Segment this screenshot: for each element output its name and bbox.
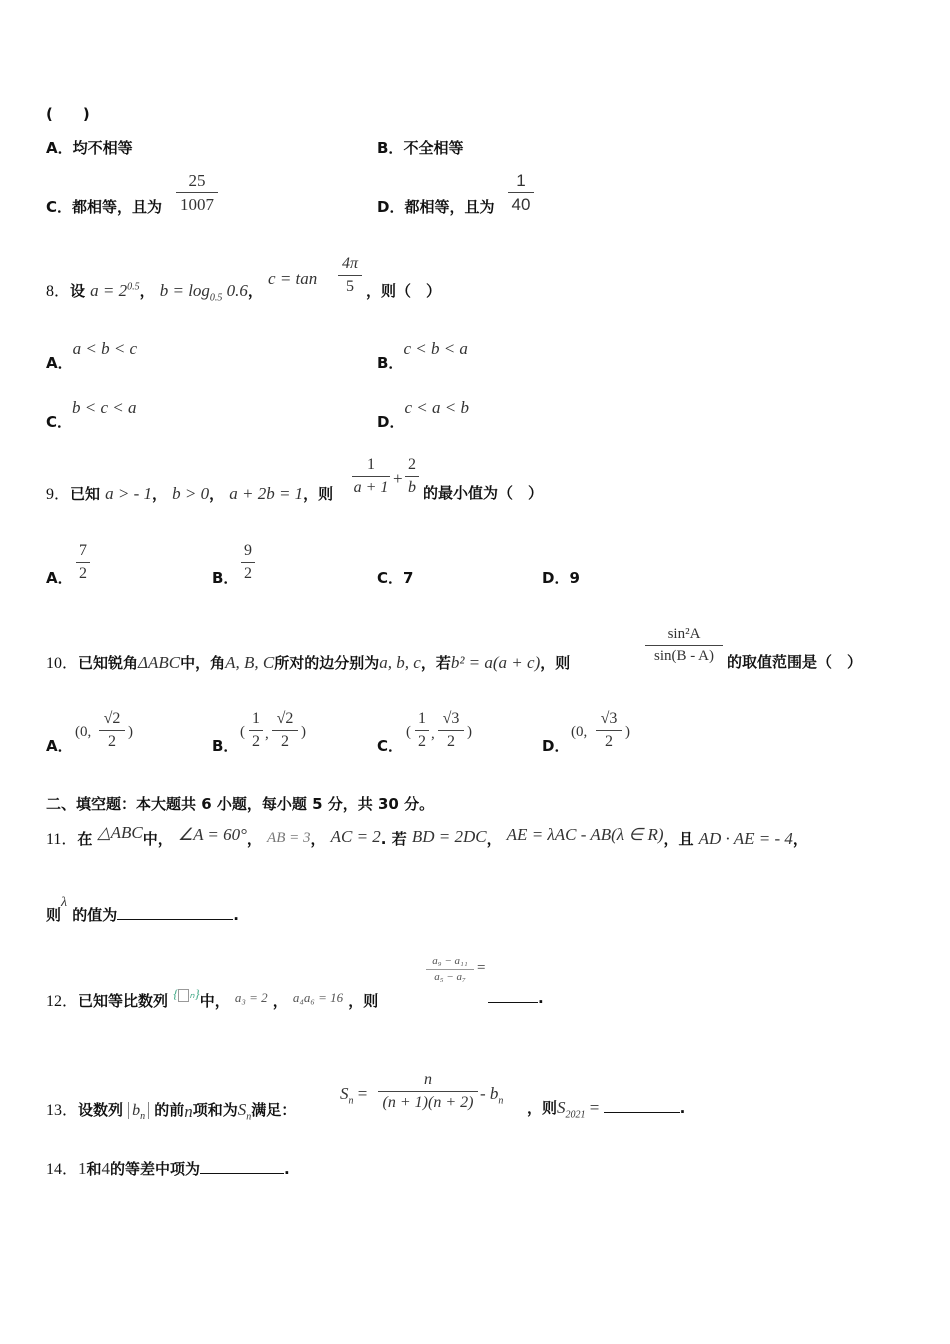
c-expression: c = tan [268, 269, 318, 288]
q10-b-fraction-2: √2 2 [272, 711, 298, 750]
a-expression: $a = 2^{0.5}$ [90, 281, 140, 300]
question-number: 13． [46, 1102, 79, 1119]
fraction-denominator: 1007 [180, 195, 214, 214]
q10-stem: 10．已知锐角ΔABC中，角A, B, C所对的边分别为a, b, c，若b² = a(a + c)，则 [46, 653, 571, 672]
q12-fraction: a₉ − a₁₁ a₅ − a₇ [426, 956, 474, 983]
question-number: 9． [46, 486, 71, 503]
option-label: A． [46, 139, 73, 157]
option-text: 都相等，且为 [404, 198, 495, 216]
q10-fraction: sin²A sin(B - A) [645, 627, 723, 664]
q13-tail: ，则$S_{2021}$ = . [527, 1098, 686, 1121]
q12-stem: 12．已知等比数列 $^{\{ _n\}}$中， $^{a_3 = 2}$ ， $^{a_4a_6 = 16}$ ，则 [46, 986, 379, 1010]
q9-a-fraction: 7 2 [76, 543, 90, 582]
section-title: 二、填空题：本大题共 6 小题，每小题 5 分，共 30 分。 [46, 795, 435, 813]
q10-option-c[interactable]: C． [377, 737, 404, 755]
b-expression: $b = \log_{0.5} 0.6$ [159, 281, 248, 304]
q7-paren: ( ) [46, 105, 90, 123]
q8-option-d[interactable] [377, 397, 469, 431]
option-label: D． [377, 198, 405, 216]
q9-fraction-2: 2 b [405, 457, 419, 496]
q9-option-b[interactable]: B． [212, 569, 239, 587]
q9-fraction-1: 1 a + 1 [353, 456, 389, 496]
q13-fraction: n (n + 1)(n + 2) [378, 1072, 478, 1111]
q8-option-c[interactable] [46, 397, 137, 431]
option-label: C． [46, 413, 73, 431]
q7-option-c[interactable] [46, 196, 162, 217]
q7-c-fraction [176, 172, 218, 213]
q8-option-b[interactable] [377, 338, 468, 372]
option-label: C． [46, 198, 73, 216]
q10-d-fraction: √3 2 [596, 711, 622, 750]
option-label: B． [377, 354, 404, 372]
option-text: 均不相等 [72, 139, 133, 157]
question-number: 8． [46, 283, 71, 300]
option-label: D． [377, 413, 405, 431]
q10-a-fraction: √2 2 [99, 711, 125, 750]
question-number: 12． [46, 993, 79, 1010]
question-number: 11． [46, 831, 78, 848]
q10-c-fraction-1: 1 2 [415, 711, 429, 750]
question-number: 14． [46, 1161, 79, 1178]
q8-option-a[interactable] [46, 338, 138, 372]
q8-stem: 8．设 $a = 2^{0.5}$， $b = \log_{0.5} 0.6$， c = tan [46, 269, 318, 304]
q14-stem: 14．1和4的等差中项为 . [46, 1159, 290, 1178]
option-text: 不全相等 [403, 139, 464, 157]
q7-option-b[interactable] [377, 137, 463, 158]
answer-blank[interactable] [604, 1098, 680, 1113]
q7-option-d[interactable] [377, 196, 494, 217]
q7-d-fraction [508, 172, 534, 213]
fraction-numerator: 25 [188, 171, 206, 190]
q10-c-fraction-2: √3 2 [438, 711, 464, 750]
q10-tail: 的取值范围是（ ） [727, 653, 863, 671]
q9-option-a[interactable]: A． [46, 569, 73, 587]
answer-blank[interactable] [488, 988, 538, 1003]
question-number: 10． [46, 655, 79, 672]
answer-blank[interactable] [200, 1159, 284, 1174]
q7-option-a[interactable] [46, 137, 133, 158]
q9-option-d[interactable]: D．9 [542, 569, 580, 587]
q13-lhs: $S_n$ = [340, 1084, 368, 1107]
q9-option-c[interactable]: C．7 [377, 569, 414, 587]
q9-b-fraction: 9 2 [241, 543, 255, 582]
option-text: c < b < a [403, 339, 468, 358]
option-label: A． [46, 354, 73, 372]
option-label: B． [377, 139, 404, 157]
q8-tail: ，则（ ） [366, 282, 442, 300]
fraction-denominator: 40 [511, 195, 531, 214]
q10-option-d[interactable]: D． [542, 737, 570, 755]
q9-stem: 9．已知 a > - 1， b > 0， a + 2b = 1，则 [46, 484, 334, 503]
q13-minus-b: - $b_n$ [480, 1084, 504, 1107]
q8-c-fraction: 4π 5 [338, 256, 362, 295]
option-text: b < c < a [72, 398, 137, 417]
q9-tail: 的最小值为（ ） [423, 484, 544, 502]
q10-option-a[interactable]: A． [46, 737, 73, 755]
q10-option-b[interactable]: B． [212, 737, 239, 755]
answer-blank[interactable] [117, 905, 233, 920]
q10-b-fraction-1: 1 2 [249, 711, 263, 750]
sequence-symbol: { ₙ} [173, 986, 200, 1001]
q11-stem: 11．在 △ABC中， ∠A = 60°， AB = 3， AC = 2. 若 BD = 2DC， AE = λAC - AB(λ ∈ R)，且 AD · AE = - 4， [46, 823, 808, 848]
fraction-numerator: 1 [516, 171, 526, 190]
q11-line2: 则λ 的值为 . [46, 895, 239, 924]
option-text: a < b < c [72, 339, 138, 358]
q13-stem: 13．设数列 $b_n$ 的前n项和为$S_n$满足： [46, 1100, 297, 1123]
plus-sign: + [393, 469, 403, 488]
option-text: c < a < b [404, 398, 469, 417]
option-text: 都相等，且为 [72, 198, 163, 216]
q12-answer: . [488, 988, 544, 1007]
